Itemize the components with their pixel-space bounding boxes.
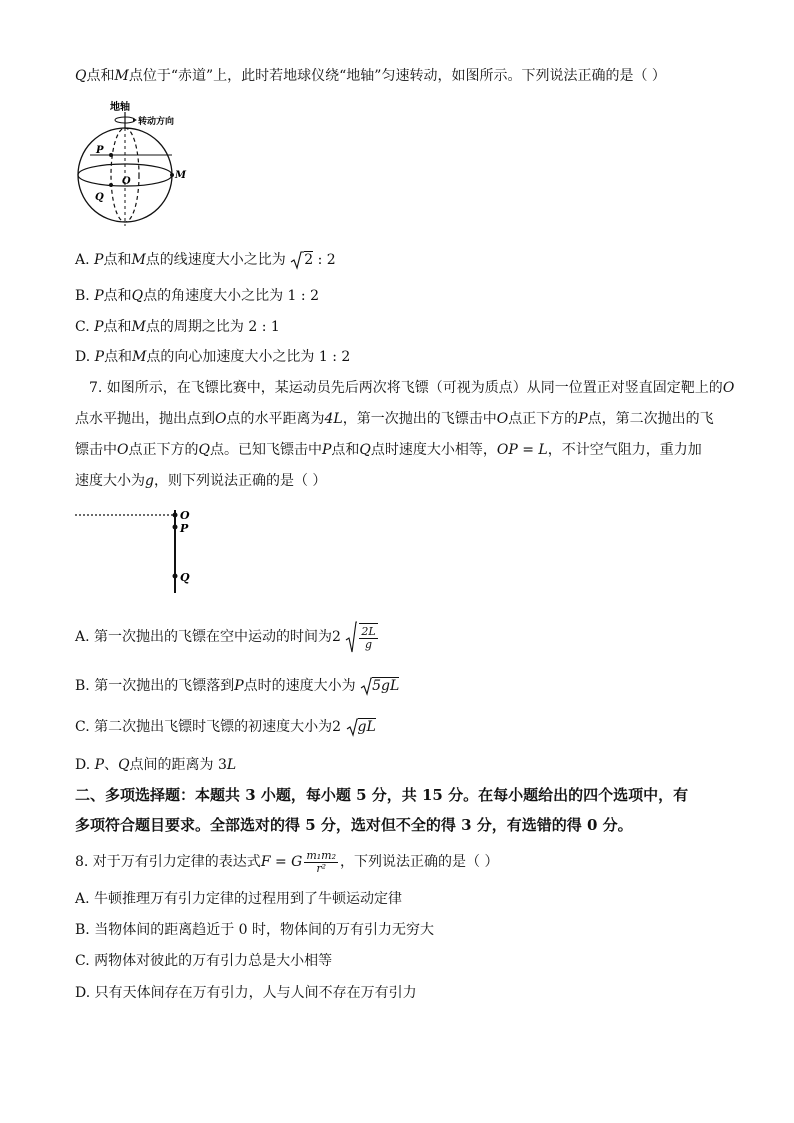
q6-var-m: M [114,68,129,84]
point-p-label: P [96,145,104,156]
numerator: 2L [361,625,376,638]
option-text: 点的线速度大小之比为 [145,252,286,268]
option-text: 点时的速度大小为 [243,678,356,694]
q7-option-c [75,717,376,737]
var: OP = L [496,442,548,458]
text: ，不计空气阻力，重力加 [547,442,702,458]
option-tail: : 2 [313,252,336,268]
q7-stem-line-2 [75,409,714,429]
point-p-label: P [180,522,189,535]
option-var: P [94,349,105,365]
var: L [226,757,237,773]
q6-option-c [75,317,280,337]
sqrt-icon [360,676,372,696]
text: 、 [104,757,119,773]
var: 4L [324,411,343,427]
section-2-heading-line-1: 二、多项选择题：本题共 3 小题，每小题 5 分，共 15 分。在每小题给出的四个选项中，有 [75,786,689,804]
option-var: M [132,349,147,365]
option-text: 点的角速度大小之比为 1 : 2 [143,288,319,304]
option-text: A. 第一次抛出的飞镖在空中运动的时间为 [75,629,333,645]
option-var: Q [131,288,144,304]
text: 点。已知飞镖击中 [209,442,322,458]
point-q-label: Q [180,571,190,584]
var: P [94,757,105,773]
option-var: P [94,319,104,335]
coef: 2 [332,719,342,735]
sqrt-icon [346,717,358,737]
option-letter: B. [75,288,95,304]
var: P [578,411,588,427]
point-m-dot [170,173,174,177]
option-var: M [131,319,146,335]
q6-var-q: Q [75,68,87,84]
point-q-label: Q [95,192,104,203]
var: g [145,473,154,489]
globe-figure [70,98,200,228]
coef: 2 [332,629,341,645]
point-p-dot [109,153,113,157]
option-text: B. 第一次抛出的飞镖落到 [75,678,235,694]
text: 点正下方的 [128,442,199,458]
text: ，下列说法正确的是（ ） [340,854,499,870]
text: 点正下方的 [508,411,579,427]
denominator: r² [316,861,327,875]
text: 点间的距离为 3 [129,757,227,773]
text: 镖击中 [75,442,117,458]
q7-option-d [75,755,236,775]
denominator: g [365,638,373,651]
text: ，则下列说法正确的是（ ） [153,473,327,489]
point-m-label: M [175,170,187,181]
q8-option-a: A. 牛顿推理万有引力定律的过程用到了牛顿运动定律 [75,891,403,907]
var: O [117,442,129,458]
option-text: 点的向心加速度大小之比为 1 : 2 [146,349,351,365]
option-text: 点和 [104,349,133,365]
option-letter: C. [75,319,95,335]
q8-option-c: C. 两物体对彼此的万有引力总是大小相等 [75,953,333,969]
sqrt-icon [290,250,304,270]
text: 点和 [331,442,360,458]
q6-option-d [75,347,350,367]
text: 点，第二次抛出的飞 [587,411,714,427]
q7-stem-line-1 [89,378,734,398]
radicand: 2 [304,252,314,268]
formula-fraction [304,850,338,875]
var: O [722,380,735,396]
option-letter: D. [75,349,95,365]
var: P [234,678,244,694]
q7-stem-line-3 [75,440,702,460]
point-q-dot [109,183,113,187]
text: ，第一次抛出的飞镖击中 [342,411,497,427]
option-text: 点和 [103,252,132,268]
option-text: 点和 [103,288,132,304]
rotation-arrow-head [133,118,137,122]
q6-stem [75,66,666,86]
section-2-heading-line-2: 多项符合题目要求。全部选对的得 5 分，选对但不全的得 3 分，有选错的得 0 分。 [75,816,633,834]
q8-option-b: B. 当物体间的距离趋近于 0 时，物体间的万有引力无穷大 [75,922,434,938]
q7-stem-line-4 [75,471,326,491]
option-text: 点的周期之比为 2 : 1 [145,319,280,335]
radicand: 5gL [372,678,400,694]
text: 7. 如图所示，在飞镖比赛中，某运动员先后两次将飞镖（可视为质点）从同一位置正对竖直固定靶上的 [89,380,723,396]
q6-option-b [75,286,319,306]
q8-option-d: D. 只有天体间存在万有引力，人与人间不存在万有引力 [75,985,417,1001]
fraction [359,623,377,651]
point-p-dot [173,525,178,530]
var: O [496,411,509,427]
option-var: P [94,288,104,304]
q7-option-a [75,620,380,654]
numerator: m₁m₂ [306,848,337,862]
option-var: P [94,252,104,268]
var: Q [359,442,371,458]
var: Q [198,442,210,458]
text: 速度大小为 [75,473,145,489]
text: 点水平抛出，抛出点到 [75,411,215,427]
var: P [321,442,332,458]
var: Q [118,757,130,773]
formula-lhs: F = G [260,854,303,870]
option-letter: D. [75,757,95,773]
point-q-dot [173,574,178,579]
sqrt-icon [345,620,357,654]
var: O [215,411,227,427]
dart-figure [72,505,202,595]
q6-option-a [75,250,336,270]
point-o-label: O [180,509,190,522]
text: 点时速度大小相等， [370,442,497,458]
option-text: 点和 [103,319,132,335]
q8-stem [75,848,498,876]
option-letter: A. [75,252,95,268]
option-text: C. 第二次抛出飞镖时飞镖的初速度大小为 [75,719,333,735]
text: 8. 对于万有引力定律的表达式 [75,854,261,870]
option-var: M [131,252,146,268]
q6-stem-text: 点和 [86,68,115,84]
rotation-label: 转动方向 [138,117,175,127]
radicand: gL [357,719,376,735]
q6-stem-text-2: 点位于“赤道”上，此时若地球仪绕“地轴”匀速转动，如图所示。下列说法正确的是（ ） [128,68,666,84]
axis-label: 地轴 [110,102,130,113]
point-o-label: O [122,176,131,187]
point-o-dot [173,513,178,518]
text: 点的水平距离为 [226,411,325,427]
q7-option-b [75,676,399,696]
